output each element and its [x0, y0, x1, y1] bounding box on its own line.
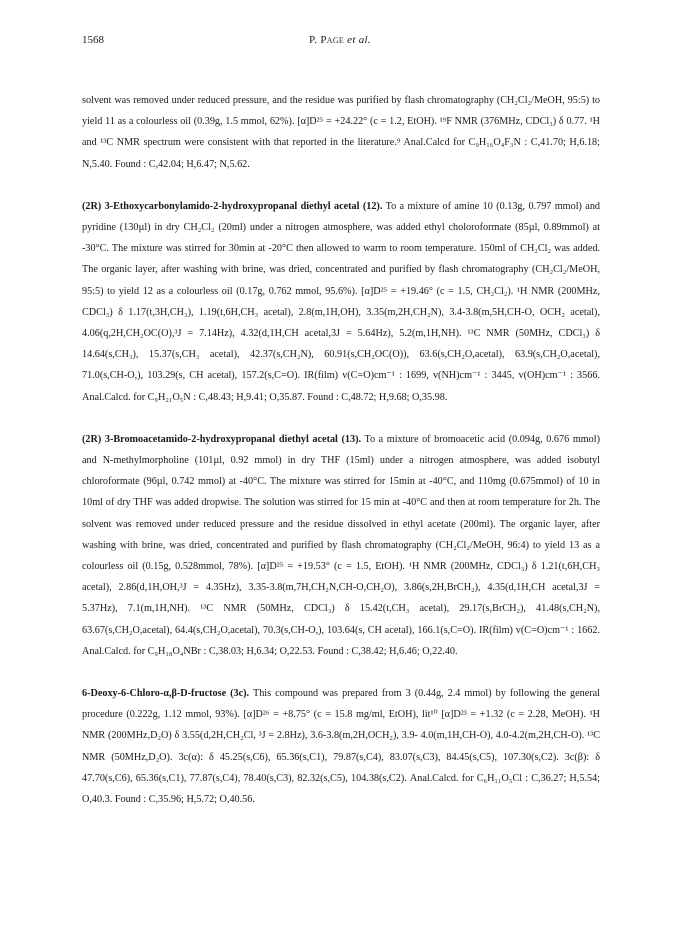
paragraph-text-line: 4.0(m,1H,CH-O), 4.0-4.2(m,2H,CH-O). ¹³C NMR (50MHz,D₂O). 3c(α): δ 45.25(s,C6), 65.36(s,C1), [82, 730, 600, 763]
paragraph-text-line: (c = 2.28, MeOH). ¹H NMR (200MHz,D₂O) δ 3.55(d,2H,CH₂Cl, ³J = 2.8Hz), 3.6-3.8(m,2H,OCH₂), 3.9- [82, 709, 600, 742]
paragraph-text-line: 1.17(t,3H,CH₃), 1.19(t,6H,CH₃ acetal), 2.8(m,1H,OH), 3.35(m,2H,CH₂N), 3.4-3.8(m,5H,CH-O, OCH₂ [122, 306, 565, 318]
paragraph-text-line: C,35.96; H,5.72; O,40.56. [146, 794, 255, 806]
compound-title: (2R) 3-Bromoacetamido-2-hydroxypropanal diethyl acetal (13). [82, 433, 362, 445]
page-number: 1568 [82, 34, 104, 46]
paragraph-text-line: To a mixture of bromoacetic acid [361, 433, 506, 445]
paragraph-text-line: v(C=O)cm⁻¹ : 1699, v(NH)cm⁻¹ : 3445, v(OH)cm⁻¹ : 3566. Anal.Calcd. for C₉H₂₁O₅N : C,48.43; H,9.41; [82, 370, 600, 403]
paragraph-text-line: 41.48(s,CH₂N), 63.67(s,CH₂O,acetal), 64.4(s,CH₂O,acetal), 70.3(s,CH-O,), 103.64(s, CH acetal), [82, 603, 600, 636]
article-body [82, 90, 600, 810]
paragraph-text-line: stirred for 15 min at -40°C and then at room temperature for 2h. The solvent was removed under reduced [82, 497, 600, 530]
paragraph [82, 429, 600, 662]
paragraph-text-line: to room temperature. 150ml of CH₂Cl₂ was added. The organic layer, after washing with brine, was dried, [82, 243, 600, 276]
running-head [82, 34, 598, 46]
paragraph [82, 196, 600, 408]
paragraph-text-line: choloroformate (85µl, 0.89mmol) at -30°C. The mixture was stirred for 30min at -20°C then allowed to warm [82, 222, 600, 255]
paragraph-text-line: C,38.42; H,6.46; O,22.40. [348, 645, 458, 657]
paragraph-text-line: 63.6(s,CH₂O,acetal), 63.9(s,CH₂O,acetal), 71.0(s,CH-O,), 103.29(s, CH acetal), 157.2(s,C=O). IR(film) [82, 349, 600, 382]
page-header [82, 34, 598, 50]
paragraph-text-line: (50MHz, CDCl₃) δ 14.64(s,CH₃), 15.37(s,CH₃ acetal), 42.37(s,CH₂N), 60.91(s,CH₂OC(O)), [82, 328, 601, 361]
compound-title: 6-Deoxy-6-Chloro-α,β-D-fructose (3c). [82, 688, 250, 700]
paragraph-text-line: 0.797 mmol) and pyridine (130µl) in dry CH₂Cl₂ (20ml) under a nitrogen atmosphere, was added ethyl [82, 200, 601, 234]
running-head-author: P. Page [309, 34, 345, 46]
paragraph-text-line: acetal), 4.06(q,2H,CH₂OC(O),³J = 7.14Hz), 4.32(d,1H,CH acetal,3J = 5.64Hz), 5.2(m,1H,NH). ¹³C NMR [82, 306, 600, 340]
running-head-suffix: et al. [344, 34, 371, 46]
paragraph-text-line: (CH₂Cl₂/MeOH, 95:5) to yield 11 as a colourless oil (0.39g, 1.5 mmol, 62%). [α]D²⁵ = +24.22° (c = 1.2, [82, 95, 601, 128]
paragraph [82, 90, 600, 175]
paragraph-text-line: EtOH). ¹⁹F NMR (376MHz, CDCl₃) δ 0.77. ¹H and ¹³C NMR spectrum were consistent with that reported in [82, 116, 601, 149]
paragraph-text-line: concentrated and purified by flash chromatography (CH₂Cl₂/MeOH, 95:5) to yield 12 as a colourless oil [82, 264, 600, 297]
compound-title: (2R) 3-Ethoxycarbonylamido-2-hydroxypropanal diethyl acetal (12). [82, 200, 383, 212]
paragraph-text-line: This compound was prepared from 3 (0.44g, 2.4 mmol) by following [249, 688, 550, 700]
paragraph-text-line: atmosphere, was added isobutyl chloroformate (96µl, 0.742 mmol) at -40°C. The mixture was stirred for [82, 455, 600, 488]
paragraph-text-line: 79.87(s,C4), 83.07(s,C3), 84.45(s,C5), 107.30(s,C2). 3c(β): δ 47.70(s,C6), 65.36(s,C1), 77.87(s,C4), [82, 751, 600, 784]
paragraph-text-line: (0.17g, 0.762 mmol, 95.6%). [α]D²⁵ = +19.46° (c = 1.5, CH₂Cl₂). ¹H NMR (200MHz, CDCl₃) δ [82, 285, 600, 318]
paragraph-text-line: acetal), 2.86(d,1H,OH,³J = 4.35Hz), 3.35-3.8(m,7H,CH₂N,CH-O,CH₂O), 3.86(s,2H,BrCH₂), 4.35(d,1H,CH [82, 582, 546, 594]
paragraph-text-line: the general procedure (0.222g, 1.12 mmol, 93%). [α]D²⁶ = +8.75° (c = 15.8 mg/ml, EtOH), lit¹⁰ [α]D²³ = +1.32 [82, 688, 600, 721]
paragraph-text-line: the literature.⁹ Anal.Calcd for C₉H₁₆O₄F₃N : C,41.70; H,6.18; N,5.40. Found : C,42.04; H,6.47; N,5.62. [82, 137, 600, 170]
paragraph-text-line: O,35.87. Found : C,48.72; H,9.68; O,35.98. [266, 391, 448, 403]
paragraph-text-line: pressure and the residue dissolved in ethyl acetate (200ml). The organic layer, after washing with brine, was [82, 518, 600, 551]
paragraph-text-line: solvent was removed under reduced pressure, and the residue was purified by flash chromatography [82, 95, 494, 106]
paragraph-text-line: acetal,3J = 5.37Hz), 7.1(m,1H,NH). ¹³C NMR (50MHz, CDCl₃) δ 15.42(t,CH₃ acetal), 29.17(s,BrCH₂), [82, 582, 600, 615]
paragraph-text-line: (0.094g, 0.676 mmol) and N-methylmorpholine (101µl, 0.92 mmol) in dry THF (15ml) under a nitrogen [82, 433, 600, 467]
paragraph-text-line: 15min at -40°C, and 110mg (0.675mmol) of 10 in 10ml of dry THF was added dropwise. The solution was [82, 476, 600, 509]
paragraph-text-line: 78.40(s,C3), 82.32(s,C5), 104.38(s,C2). Anal.Calcd. for C₆H₁₁O₅Cl : C,36.27; H,5.54; O,40.3. Found : [82, 772, 600, 806]
paragraph-text-line: To a mixture of amine 10 (0.13g, [382, 200, 526, 212]
paragraph-text-line: dried, concentrated and purified by flash chromatography (CH₂Cl₂/MeOH, 96:4) to yield 13 as a colourless [82, 539, 601, 573]
paragraph-text-line: oil (0.15g, 0.528mmol, 78%). [α]D²⁵ = +19.53° (c = 1.5, EtOH). ¹H NMR (200MHz, CDCl₃) δ 1.21(t,6H,CH₃ [123, 561, 600, 573]
paragraph-text-line: 166.1(s,C=O). IR(film) v(C=O)cm⁻¹ : 1662. Anal.Calcd. for C₉H₁₈O₄NBr : C,38.03; H,6.34; O,22.53. Found : [82, 624, 600, 657]
paragraph [82, 683, 600, 810]
